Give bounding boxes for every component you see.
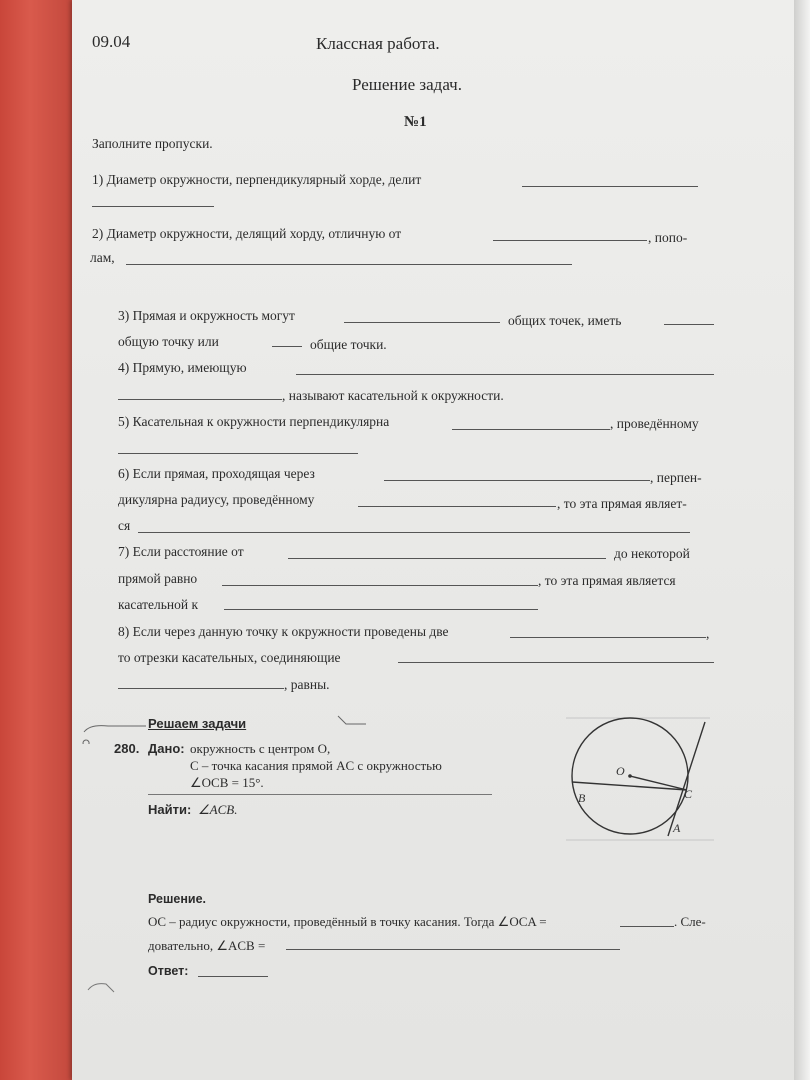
blank-8a[interactable] — [510, 637, 706, 638]
item-8-text-d: , равны. — [284, 677, 330, 692]
blank-3b[interactable] — [664, 324, 714, 325]
solution-line-2: довательно, ∠ACB = — [148, 938, 266, 953]
label-o: O — [616, 764, 625, 778]
blank-3a[interactable] — [344, 322, 500, 323]
blank-4b[interactable] — [118, 399, 282, 400]
item-6-text-b: , перпен- — [650, 470, 702, 485]
blank-7b[interactable] — [222, 585, 538, 586]
item-5-text: 5) Касательная к окружности перпендикулярна — [118, 414, 390, 429]
item-7-text-d: , то эта прямая является — [538, 573, 676, 588]
given-line-2: C – точка касания прямой AC с окружностью — [190, 758, 442, 773]
blank-7a[interactable] — [288, 558, 606, 559]
blank-7c[interactable] — [224, 609, 538, 610]
item-6-text-c: дикулярна радиусу, проведённому — [118, 492, 315, 507]
blank-6a[interactable] — [384, 480, 650, 481]
solution-line-1-b: . Сле- — [674, 914, 706, 929]
blank-6b[interactable] — [358, 506, 556, 507]
item-2-text-b: , попо- — [648, 230, 688, 245]
item-4-text: 4) Прямую, имеющую — [118, 360, 247, 375]
item-6-text: 6) Если прямая, проходящая через — [118, 466, 315, 481]
item-3-text: 3) Прямая и окружность могут — [118, 308, 295, 323]
answer-label: Ответ: — [148, 964, 189, 978]
item-3-text-b: общих точек, иметь — [508, 313, 622, 328]
label-b: B — [578, 791, 586, 805]
item-6-text-e: ся — [118, 518, 131, 533]
given-line-3: ∠OCB = 15°. — [190, 775, 264, 790]
blank-1b[interactable] — [92, 206, 214, 207]
date: 09.04 — [92, 32, 131, 51]
item-3-text-c: общую точку или — [118, 334, 219, 349]
item-7-text-e: касательной к — [118, 597, 199, 612]
item-7-text: 7) Если расстояние от — [118, 544, 244, 559]
blank-5a[interactable] — [452, 429, 610, 430]
solution-line-1: OC – радиус окружности, проведённый в точку касания. Тогда ∠OCA = — [148, 914, 547, 929]
bottom-decoration — [84, 978, 124, 996]
blank-2a[interactable] — [493, 240, 647, 241]
blank-2b[interactable] — [126, 264, 572, 265]
section-title: Решаем задачи — [148, 716, 247, 731]
find-value: ∠ACB. — [198, 802, 238, 817]
label-c: C — [684, 787, 693, 801]
blank-8b[interactable] — [398, 662, 714, 663]
paper-edge — [794, 0, 810, 1080]
instructions: Заполните пропуски. — [92, 136, 213, 151]
tangent-line-ac — [668, 722, 705, 836]
geometry-figure — [560, 708, 720, 848]
item-1-text: 1) Диаметр окружности, перпендикулярный хорде, делит — [92, 172, 422, 187]
item-3-text-d: общие точки. — [310, 337, 387, 352]
blank-6c[interactable] — [138, 532, 690, 533]
item-7-text-c: прямой равно — [118, 571, 198, 586]
blank-3c[interactable] — [272, 346, 302, 347]
blank-answer[interactable] — [198, 976, 268, 977]
blank-8c[interactable] — [118, 688, 284, 689]
center-point — [628, 774, 632, 778]
item-2-text-c: лам, — [90, 250, 115, 265]
find-label: Найти: — [148, 802, 192, 817]
blank-5b[interactable] — [118, 453, 358, 454]
given-line-1: окружность с центром O, — [190, 741, 331, 756]
item-8-text-b: , — [706, 626, 710, 641]
item-2-text: 2) Диаметр окружности, делящий хорду, отличную от — [92, 226, 402, 241]
item-7-text-b: до некоторой — [614, 546, 690, 561]
blank-4a[interactable] — [296, 374, 714, 375]
blank-oca[interactable] — [620, 926, 674, 927]
label-a: A — [673, 821, 681, 835]
problem-number: 280. — [114, 741, 140, 756]
blank-acb[interactable] — [286, 949, 620, 950]
item-4-text-b: , называют касательной к окружности. — [282, 388, 504, 403]
item-8-text: 8) Если через данную точку к окружности проведены две — [118, 624, 449, 639]
item-8-text-c: то отрезки касательных, соединяющие — [118, 650, 341, 665]
given-label: Дано: — [148, 741, 185, 756]
blank-1a[interactable] — [522, 186, 698, 187]
page-title: Классная работа. — [316, 34, 440, 53]
given-divider — [148, 794, 492, 795]
page-subtitle: Решение задач. — [352, 75, 462, 94]
item-6-text-d: , то эта прямая являет- — [557, 496, 687, 511]
item-5-text-b: , проведённому — [610, 416, 699, 431]
solution-title: Решение. — [148, 892, 207, 906]
task-number: №1 — [404, 114, 427, 130]
